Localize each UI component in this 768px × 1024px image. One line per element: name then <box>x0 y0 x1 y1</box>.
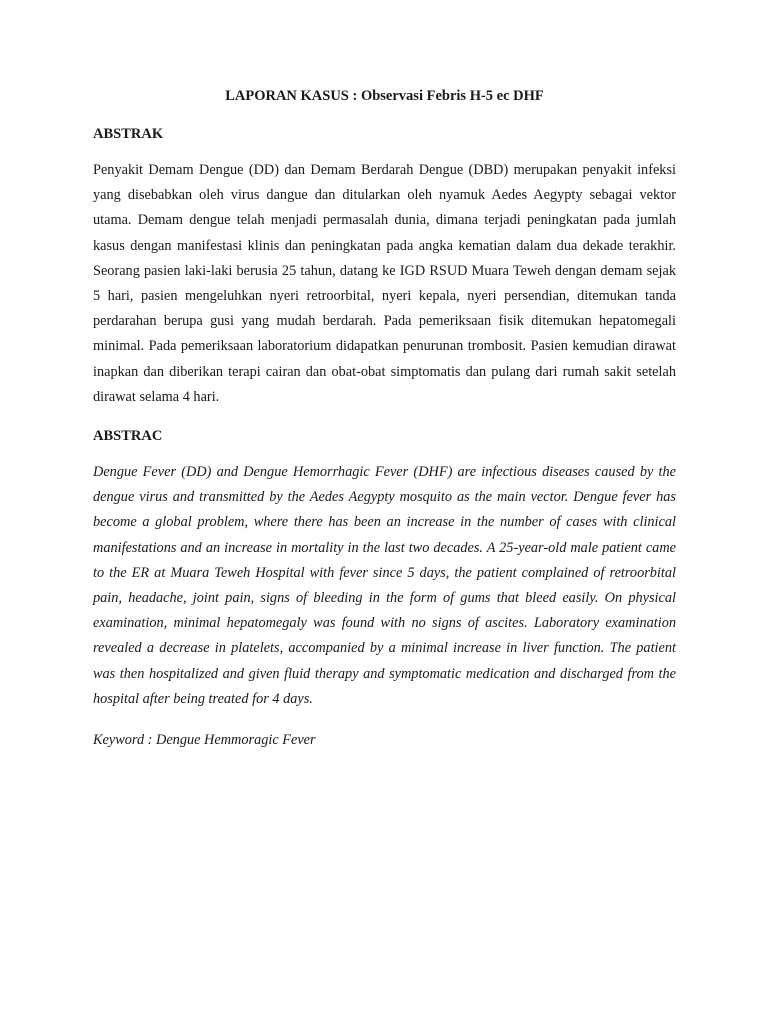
abstrak-paragraph: Penyakit Demam Dengue (DD) dan Demam Berdarah Dengue (DBD) merupakan penyakit infeksi yang disebabkan oleh virus dangue dan ditularkan oleh nyamuk Aedes Aegypty sebagai vektor utama. Demam dengue telah menjadi permasalah dunia, dimana terjadi peningkatan pada jumlah kasus dengan manifestasi klinis dan peningkatan pada angka kematian dalam dua dekade terakhir. Seorang pasien laki-laki berusia 25 tahun, datang ke IGD RSUD Muara Teweh dengan demam sejak 5 hari, pasien mengeluhkan nyeri retroorbital, nyeri kepala, nyeri persendian, ditemukan tanda perdarahan berupa gusi yang mudah berdarah. Pada pemeriksaan fisik ditemukan hepatomegali minimal. Pada pemeriksaan laboratorium didapatkan penurunan trombosit. Pasien kemudian dirawat inapkan dan diberikan terapi cairan dan obat-obat simptomatis dan pulang dari rumah sakit setelah dirawat selama 4 hari. <box>93 162 676 405</box>
document-title: LAPORAN KASUS : Observasi Febris H-5 ec DHF <box>225 88 544 104</box>
abstrak-heading: ABSTRAK <box>93 126 164 142</box>
abstrac-paragraph: Dengue Fever (DD) and Dengue Hemorrhagic Fever (DHF) are infectious diseases caused by the dengue virus and transmitted by the Aedes Aegypty mosquito as the main vector. Dengue fever has become a global problem, where there has been an increase in the number of cases with clinical manifestations and an increase in mortality in the last two decades. A 25-year-old male patient came to the ER at Muara Teweh Hospital with fever since 5 days, the patient complained of retroorbital pain, headache, joint pain, signs of bleeding in the form of gums that bleed easily. On physical examination, minimal hepatomegaly was found with no signs of ascites. Laboratory examination revealed a decrease in platelets, accompanied by a minimal increase in liver function. The patient was then hospitalized and given fluid therapy and symptomatic medication and discharged from the hospital after being treated for 4 days. <box>93 464 676 707</box>
keyword-line: Keyword : Dengue Hemmoragic Fever <box>93 732 316 749</box>
abstrac-heading: ABSTRAC <box>93 428 163 445</box>
